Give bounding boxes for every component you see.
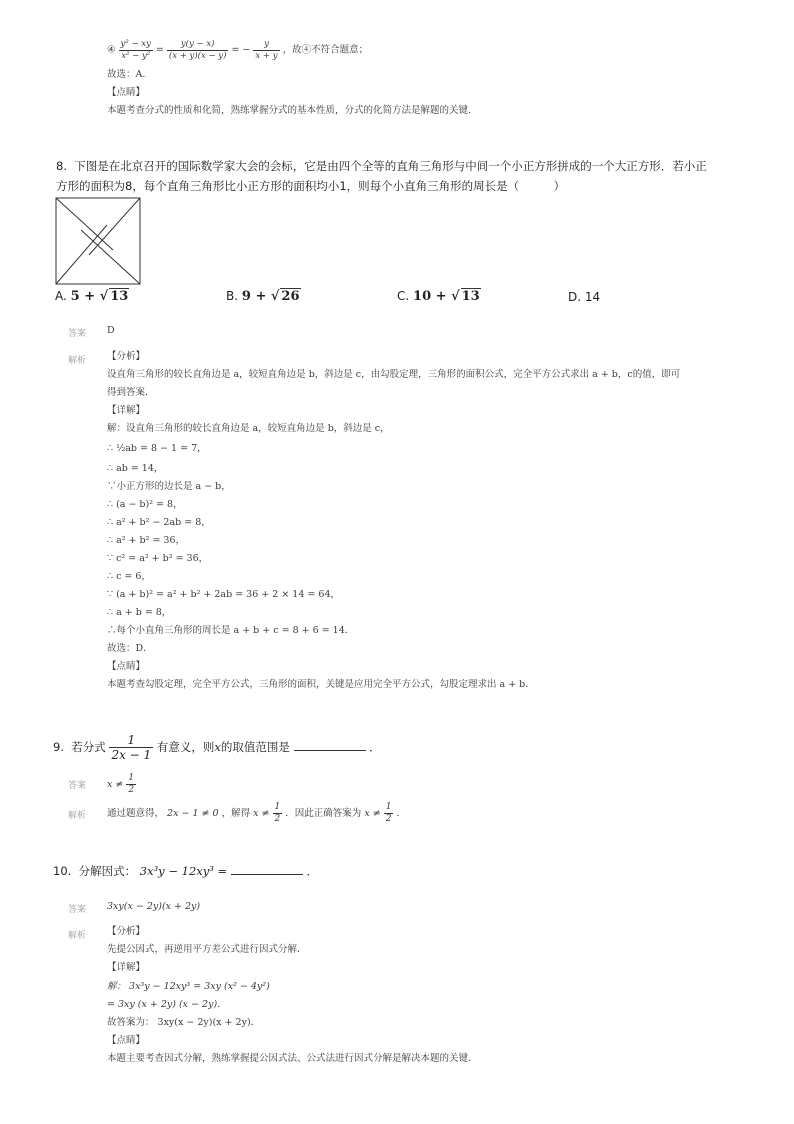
q8-tag-comment: 【点睛】 bbox=[107, 661, 146, 672]
q8-step-13: 故选：D． bbox=[107, 643, 153, 654]
q8-option-d[interactable]: D. 14 bbox=[568, 290, 601, 304]
q10-analysis-label: 解析 bbox=[68, 931, 87, 941]
q10-stem: 10. 分解因式： 3x³y − 12xy³ = ． bbox=[53, 864, 318, 878]
q10-tag-comment: 【点睛】 bbox=[107, 1035, 146, 1046]
q10-number: 10. bbox=[53, 864, 72, 878]
q10-answer-label: 答案 bbox=[68, 905, 87, 915]
q8-tag-analysis: 【分析】 bbox=[107, 351, 146, 362]
q10-tag-detail: 【详解】 bbox=[107, 962, 146, 973]
q9-analysis-label: 解析 bbox=[68, 811, 87, 821]
q8-option-c[interactable]: C. 10 + √ 13 bbox=[397, 289, 480, 304]
q8-analysis-line1: 设直角三角形的较长直角边是 a，较短直角边是 b，斜边是 c，由勾股定理，三角形的面积公式，完全平方公式求出 a + b，c的值，即可 bbox=[107, 369, 681, 380]
q8-step-10: ∵ (a + b)² = a² + b² + 2ab = 36 + 2 × 14 = 64， bbox=[107, 589, 340, 600]
q8-step-4: ∵小正方形的边长是 a − b， bbox=[107, 481, 231, 492]
prev-item4: ④ $\frac{\text{y² − xy}}{\text{x² − y²}}$ = $\frac{y(y - x)}{(x + y)(x - y)}$ = − $\frac{y}{x + y}$ ，故④不符合题意； bbox=[107, 39, 369, 61]
q9-number: 9. bbox=[53, 740, 64, 754]
q10-step-3: 故答案为： 3xy(x − 2y)(x + 2y)． bbox=[107, 1017, 261, 1028]
q10-analysis: 先提公因式，再逆用平方差公式进行因式分解． bbox=[107, 944, 307, 955]
q8-pinwheel-figure bbox=[55, 197, 141, 285]
q8-answer-label: 答案 bbox=[68, 329, 87, 339]
q8-analysis-label: 解析 bbox=[68, 356, 87, 366]
q8-stem-line1: 8. 下图是在北京召开的国际数学家大会的会标，它是由四个全等的直角三角形与中间一个小正方形拼成的一个大正方形．若小正 bbox=[56, 159, 707, 173]
prev-comment-tag: 【点睛】 bbox=[107, 87, 146, 98]
q8-analysis-line2: 得到答案． bbox=[107, 387, 155, 398]
q9-answer: x ≠ $\frac{1}{2}$ bbox=[107, 773, 135, 795]
q10-answer-blank[interactable] bbox=[231, 862, 303, 875]
q8-step-5: ∴ (a − b)² = 8， bbox=[107, 499, 183, 510]
q8-comment: 本题考查勾股定理，完全平方公式，三角形的面积，关键是应用完全平方公式，勾股定理求出 a + b． bbox=[107, 679, 535, 690]
q9-answer-blank[interactable] bbox=[294, 738, 366, 751]
q8-tag-detail: 【详解】 bbox=[107, 405, 146, 416]
q9-analysis: 通过题意得， 2x − 1 ≠ 0 ，解得 x ≠ $\frac{1}{2}$ ．因此正确答案为 x ≠ $\frac{1}{2}$ ． bbox=[107, 802, 406, 824]
q8-step-3: ∴ ab = 14， bbox=[107, 463, 164, 474]
q10-comment: 本题主要考查因式分解，熟练掌握提公因式法、公式法进行因式分解是解决本题的关键． bbox=[107, 1053, 478, 1064]
q8-step-11: ∴ a + b = 8， bbox=[107, 607, 172, 618]
prev-choice: 故选：A. bbox=[107, 69, 146, 80]
q8-step-9: ∴ c = 6， bbox=[107, 571, 151, 582]
q10-step-1: 解： 3x³y − 12xy³ = 3xy (x² − 4y²) bbox=[107, 981, 270, 992]
q8-step-12: ∴每个小直角三角形的周长是 a + b + c = 8 + 6 = 14． bbox=[107, 625, 355, 636]
q10-step-2: = 3xy (x + 2y) (x − 2y)． bbox=[107, 999, 227, 1010]
q9-stem: 9. 若分式 $\frac{1}{2x - 1}$ 有意义，则x的取值范围是 ． bbox=[53, 733, 381, 762]
q9-answer-label: 答案 bbox=[68, 781, 87, 791]
q8-answer: D bbox=[107, 325, 115, 336]
prev-comment: 本题考查分式的性质和化简，熟练掌握分式的基本性质，分式的化简方法是解题的关键. bbox=[107, 105, 472, 116]
q8-option-b[interactable]: B. 9 + √ 26 bbox=[226, 289, 300, 304]
q8-step-2: ∴ ½ab = 8 − 1 = 7， bbox=[107, 443, 207, 454]
q10-answer: 3xy(x − 2y)(x + 2y) bbox=[107, 901, 201, 912]
q8-number: 8. bbox=[56, 159, 67, 173]
q8-step-8: ∵ c² = a² + b² = 36， bbox=[107, 553, 209, 564]
q8-stem-line2: 方形的面积为8，每个直角三角形比小正方形的面积均小1，则每个小直角三角形的周长是（ ） bbox=[56, 179, 566, 193]
q10-tag-analysis: 【分析】 bbox=[107, 926, 146, 937]
q8-step-1: 解：设直角三角形的较长直角边是 a，较短直角边是 b，斜边是 c， bbox=[107, 423, 390, 434]
q8-step-6: ∴ a² + b² − 2ab = 8， bbox=[107, 517, 211, 528]
q8-step-7: ∴ a² + b² = 36， bbox=[107, 535, 186, 546]
q8-option-a[interactable]: A. 5 + √ 13 bbox=[55, 289, 129, 304]
